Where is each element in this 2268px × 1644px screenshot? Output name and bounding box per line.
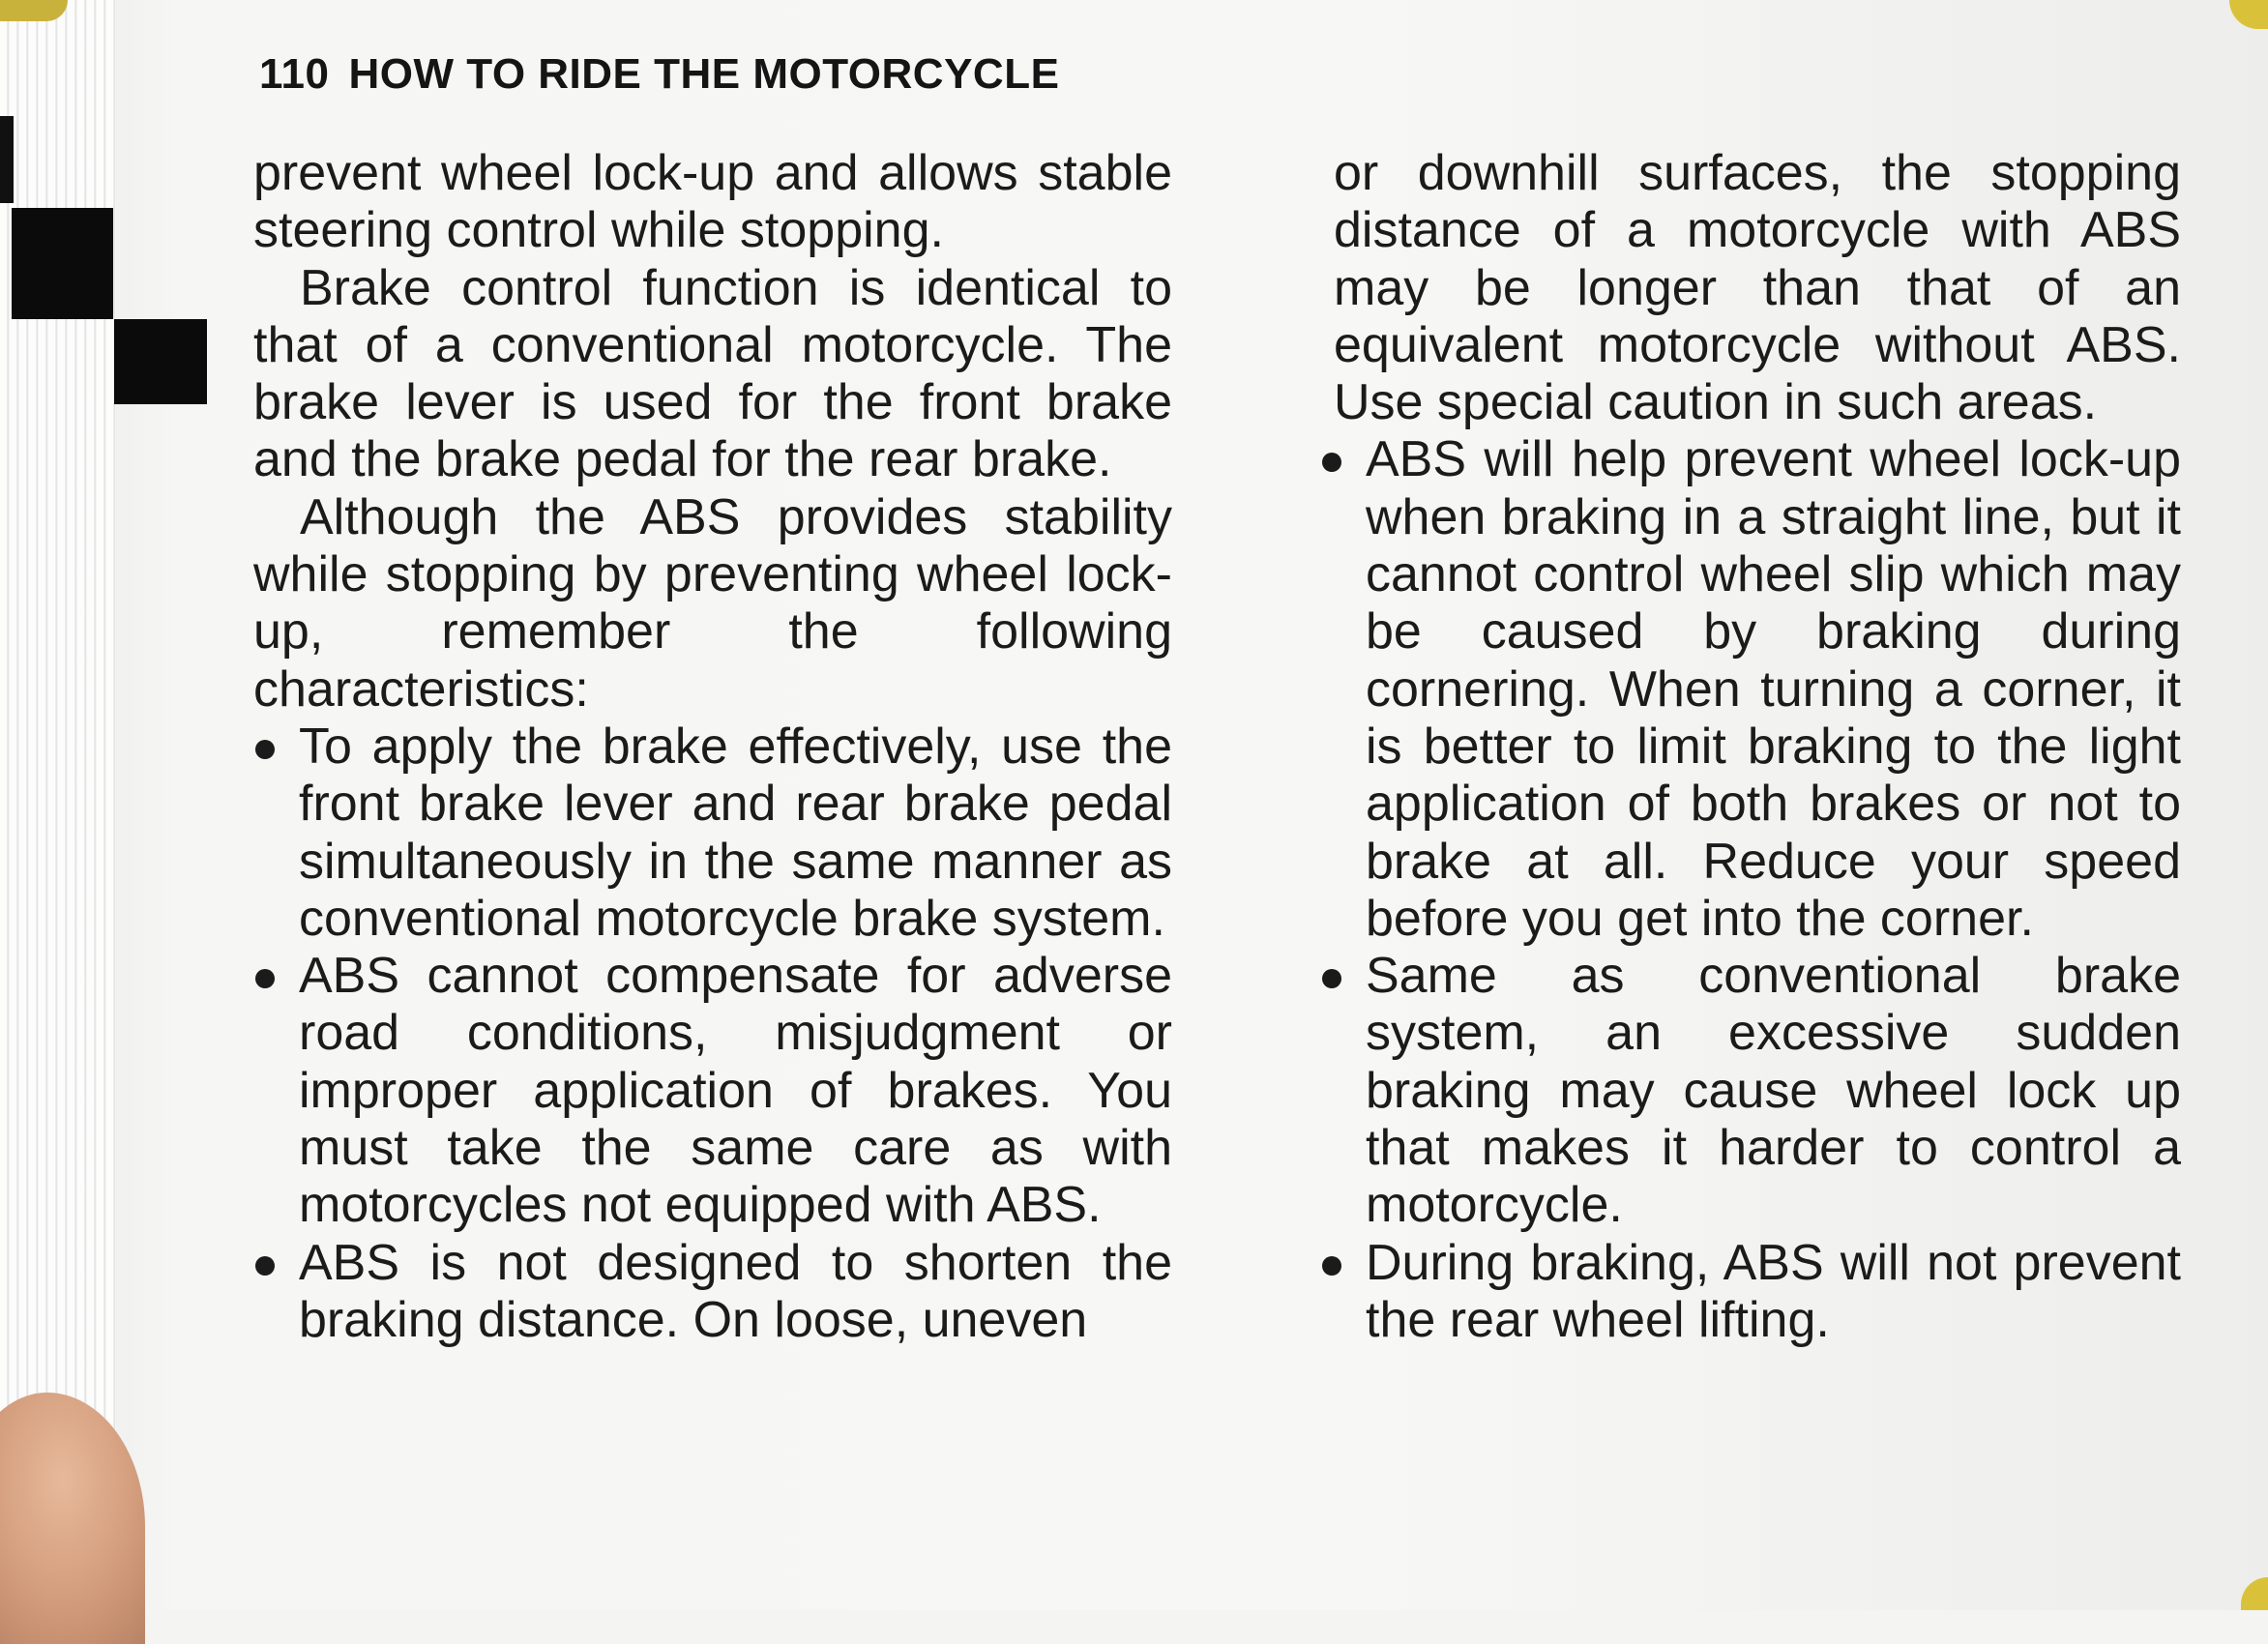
background-corner: [2241, 1577, 2268, 1610]
page-number: 110: [259, 50, 330, 98]
list-item: [253, 1235, 1172, 1350]
holding-thumb: [0, 1393, 145, 1644]
edge-index-mark: [12, 208, 113, 319]
section-title: HOW TO RIDE THE MOTORCYCLE: [348, 50, 1060, 98]
paragraph: Although the ABS provides stability while stopping by preventing wheel lock-up, remember the following characteristics:: [253, 488, 1172, 718]
list-item-text: During braking, ABS will not prevent the rear wheel lifting.: [1366, 1234, 2181, 1348]
edge-index-mark: [0, 116, 14, 203]
list-item-text: ABS will help prevent wheel lock-up when braking in a straight line, but it cannot control wheel slip which may be caused by braking during cornering. When turning a corner, it is better to limit braking to the light application of both brakes or not to brake at all. Reduce your speed before you get into the corner.: [1366, 431, 2181, 947]
bullet-list: [253, 719, 1172, 1349]
bullet-list: [1320, 431, 2181, 1349]
bullet-icon: [255, 1256, 275, 1276]
list-item: [1320, 1235, 2181, 1350]
edge-index-mark: [114, 319, 207, 404]
paragraph: Brake control function is identical to that of a conventional motorcycle. The brake lever is used for the front brake and the brake pedal for the rear brake.: [253, 259, 1172, 488]
list-item-text: ABS cannot compensate for adverse road conditions, misjudgment or improper application of brakes. You must take the same care as with motorcycles not equipped with ABS.: [299, 948, 1172, 1234]
list-item-text: Same as conventional brake system, an excessive sudden braking may cause wheel lock up that makes it harder to control a motorcycle.: [1366, 948, 2181, 1234]
list-item-text: ABS is not designed to shorten the braking distance. On loose, uneven: [299, 1234, 1172, 1348]
bullet-icon: [255, 969, 275, 988]
bullet-icon: [255, 740, 275, 759]
running-header: [259, 50, 1059, 99]
background-corner: [2229, 0, 2268, 29]
bullet-icon: [1322, 969, 1341, 988]
left-column: [253, 145, 1172, 1349]
continued-text: prevent wheel lock-up and allows stable steering control while stopping.: [253, 145, 1172, 259]
list-item-text: To apply the brake effectively, use the front brake lever and rear brake pedal simultaneously in the same manner as conventional motorcycle brake system.: [299, 718, 1172, 947]
list-item: [1320, 948, 2181, 1234]
bullet-icon: [1322, 453, 1341, 472]
background-corner: [0, 0, 68, 21]
list-item: [253, 948, 1172, 1234]
bullet-icon: [1322, 1256, 1341, 1276]
continued-text: or downhill surfaces, the stopping distance of a motorcycle with ABS may be longer than that of an equivalent motorcycle without ABS. Use special caution in such areas.: [1334, 145, 2181, 431]
list-item: [253, 719, 1172, 948]
list-item: [1320, 431, 2181, 948]
right-column: [1320, 145, 2181, 1349]
